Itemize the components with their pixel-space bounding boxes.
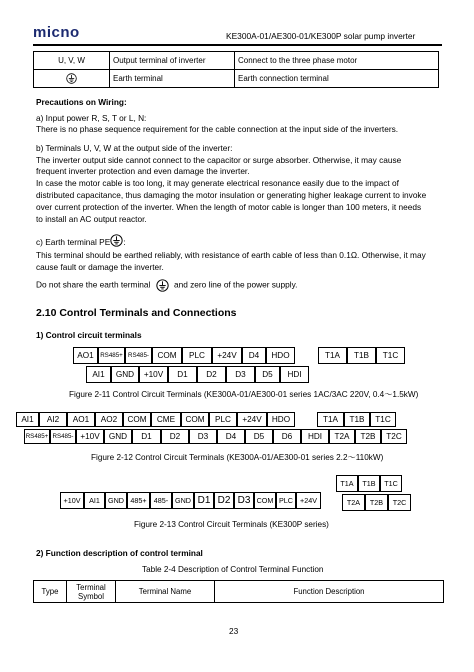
terminal-block: AO1 — [67, 412, 95, 427]
section-title: 2.10 Control Terminals and Connections — [36, 307, 237, 319]
table-caption: Table 2-4 Description of Control Terminal Function — [142, 565, 324, 574]
relay-terminal: T2A — [342, 494, 365, 511]
terminal-block: RS485- — [125, 347, 152, 364]
terminal-block: CME — [151, 412, 181, 427]
terminal-block: D3 — [234, 492, 254, 509]
table-cell — [34, 70, 110, 88]
terminal-block: COM — [123, 412, 151, 427]
terminal-table — [33, 51, 439, 88]
terminal-block: HDO — [266, 347, 295, 364]
column-header: Function Description — [215, 581, 444, 603]
column-header: Terminal Name — [116, 581, 215, 603]
terminal-block: D2 — [161, 429, 189, 444]
terminal-block: D5 — [255, 366, 280, 383]
terminal-block: COM — [254, 492, 276, 509]
precaution-c-line: This terminal should be earthed reliably, with resistance of earth cable of less than 0.1Ω. Otherwise, it may — [36, 250, 426, 260]
brand-logo: micno — [33, 24, 80, 41]
terminal-block: COM — [181, 412, 209, 427]
relay-terminal: T1B — [347, 347, 376, 364]
terminal-block: +24V — [212, 347, 242, 364]
terminal-block: +10V — [60, 492, 84, 509]
terminal-block: D5 — [245, 429, 273, 444]
relay-terminal: T1A — [318, 347, 347, 364]
earth-icon — [156, 279, 169, 292]
terminal-block: GND — [104, 429, 132, 444]
terminal-block: +24V — [237, 412, 267, 427]
terminal-block: RS485+ — [98, 347, 125, 364]
terminal-block: +10V — [76, 429, 104, 444]
precaution-c-title-end: : — [123, 237, 126, 247]
terminal-block: HDO — [267, 412, 295, 427]
table-row — [34, 52, 439, 70]
terminal-block: PLC — [209, 412, 237, 427]
terminal-block: PLC — [182, 347, 212, 364]
figure-caption: Figure 2-12 Control Circuit Terminals (KE300A-01/AE300-01 series 2.2～110kW) — [91, 453, 384, 462]
relay-terminal: T1A — [336, 475, 358, 492]
terminal-block: D3 — [226, 366, 255, 383]
relay-terminal: T1C — [380, 475, 402, 492]
terminal-block: AO2 — [95, 412, 123, 427]
terminal-block: +10V — [139, 366, 168, 383]
table-cell: Output terminal of inverter — [110, 52, 235, 70]
table-header-row — [34, 581, 444, 603]
terminal-block: AI1 — [86, 366, 111, 383]
column-header: Type — [34, 581, 67, 603]
precaution-b-line: frequent inverter protection and even damage the inverter. — [36, 166, 250, 176]
terminal-block: D4 — [217, 429, 245, 444]
terminal-block: RS485- — [50, 429, 76, 444]
terminal-block: COM — [152, 347, 182, 364]
table-row — [34, 70, 439, 88]
terminal-block: D1 — [168, 366, 197, 383]
terminal-block: PLC — [276, 492, 296, 509]
terminal-block: AI1 — [84, 492, 105, 509]
figure-caption: Figure 2-11 Control Circuit Terminals (KE300A-01/AE300-01 series 1AC/3AC 220V, 0.4～1.5kW) — [69, 390, 419, 399]
terminal-block: D2 — [197, 366, 226, 383]
terminal-block: D3 — [189, 429, 217, 444]
table-cell: U, V, W — [34, 52, 110, 70]
terminal-block: D4 — [242, 347, 266, 364]
terminal-block: AI1 — [16, 412, 39, 427]
terminal-block: D1 — [132, 429, 161, 444]
relay-terminal: T1C — [376, 347, 405, 364]
relay-terminal: T1B — [358, 475, 380, 492]
terminal-block: +24V — [296, 492, 321, 509]
relay-terminal: T1B — [344, 412, 370, 427]
precaution-b-line: In case the motor cable is too long, it may generate electrical resonance easily due to the impact of — [36, 178, 399, 188]
column-header: Terminal Symbol — [67, 581, 116, 603]
earth-icon — [110, 234, 126, 247]
note-before: Do not share the earth terminal — [36, 279, 151, 290]
earth-icon — [66, 73, 77, 84]
relay-terminal: T2A — [329, 429, 355, 444]
terminal-block: RS485+ — [24, 429, 50, 444]
header-rule — [33, 44, 442, 46]
precaution-b-title: b) Terminals U, V, W at the output side of the inverter: — [36, 143, 233, 153]
subsection-function-description: 2) Function description of control terminal — [36, 548, 203, 558]
relay-terminal: T1A — [317, 412, 344, 427]
precautions-heading: Precautions on Wiring: — [36, 97, 127, 107]
terminal-block: AO1 — [73, 347, 98, 364]
terminal-block: 485- — [150, 492, 172, 509]
precaution-c-title-row — [36, 237, 126, 248]
terminal-block: GND — [105, 492, 127, 509]
relay-terminal: T2C — [381, 429, 407, 444]
terminal-block: D2 — [214, 492, 234, 509]
relay-terminal: T2B — [365, 494, 388, 511]
subsection-control-terminals: 1) Control circuit terminals — [36, 330, 142, 340]
precaution-b-line: distributed capacitance, thus damaging the motor insulation or generating higher leakage current to invoke — [36, 190, 427, 200]
header-title: KE300A-01/AE300-01/KE300P solar pump inverter — [226, 31, 416, 41]
relay-terminal: T1C — [370, 412, 396, 427]
figure-caption: Figure 2-13 Control Circuit Terminals (KE300P series) — [134, 520, 329, 529]
precaution-a-body: There is no phase sequence requirement for the cable connection at the input side of the inverters. — [36, 124, 399, 134]
precaution-b-line: over current protection of the inverter. When the length of motor cable is longer than 100 meters, it needs — [36, 202, 422, 212]
precaution-c-note — [36, 279, 297, 292]
terminal-block: 485+ — [127, 492, 150, 509]
terminal-block: HDI — [280, 366, 309, 383]
precaution-b-line: The inverter output side cannot connect to the capacitor or surge absorber. Otherwise, it may cause — [36, 155, 402, 165]
precaution-c-title: c) Earth terminal PE — [36, 237, 111, 247]
terminal-block: GND — [172, 492, 194, 509]
relay-terminal: T2C — [388, 494, 411, 511]
table-cell: Earth connection terminal — [235, 70, 439, 88]
terminal-block: D1 — [194, 492, 214, 509]
note-after: and zero line of the power supply. — [174, 279, 298, 290]
table-cell: Earth terminal — [110, 70, 235, 88]
terminal-block: GND — [111, 366, 139, 383]
relay-terminal: T2B — [355, 429, 381, 444]
page-number: 23 — [229, 626, 239, 636]
precaution-c-line: cause fault or damage the inverter. — [36, 262, 164, 272]
precaution-b-line: to install an AC output reactor. — [36, 214, 147, 224]
function-table — [33, 580, 444, 603]
terminal-block: D6 — [273, 429, 301, 444]
table-cell: Connect to the three phase motor — [235, 52, 439, 70]
precaution-a-title: a) Input power R, S, T or L, N: — [36, 113, 147, 123]
terminal-block: AI2 — [39, 412, 67, 427]
terminal-block: HDI — [301, 429, 329, 444]
